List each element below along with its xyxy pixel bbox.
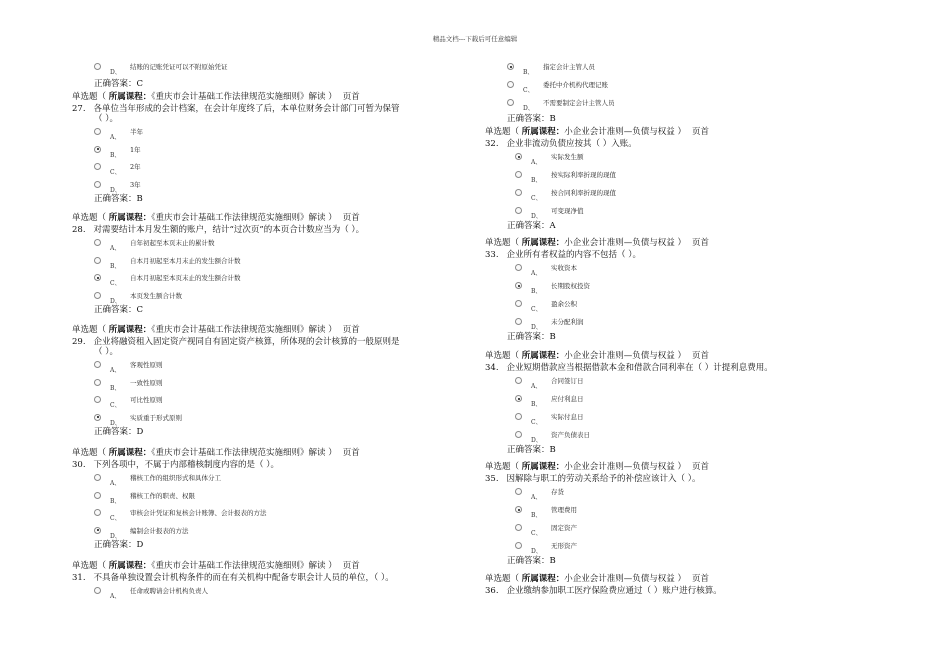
course-label: 所属课程： [521,127,565,137]
option-text: 可比性原则 [130,396,163,404]
option-text: 客观性原则 [130,361,163,369]
correct-answer: 正确答案：B [507,445,556,455]
option-text: 存货 [551,488,564,496]
radio-button[interactable] [94,587,101,594]
option-text: 编制会计报表的方法 [130,526,189,535]
question-header [485,574,709,584]
radio-button[interactable] [515,431,522,438]
correct-answer: 正确答案：A [507,221,556,231]
option-text: 委托中介机构代理记账 [543,81,608,89]
option-text: 实质重于形式原则 [130,413,182,422]
option-letter: D、 [531,548,542,555]
question-header [72,561,360,571]
course-label: 所属课程： [521,574,565,584]
question-type: 单选题 [72,213,98,223]
option-letter: D、 [110,419,121,427]
option-text: 未分配利润 [551,318,584,326]
question-text [72,573,394,583]
option-text: 管理费用 [551,506,577,514]
question-number: 33. [485,250,499,260]
radio-button[interactable] [507,81,514,88]
question-type: 单选题 [72,92,98,102]
question-text [485,586,722,596]
home-link[interactable]: 页首 [691,574,709,584]
correct-answer: 正确答案：B [507,114,556,124]
question-text [72,104,400,114]
course-label: 所属课程： [108,92,152,102]
question-body: 各单位当年形成的会计档案，在会计年度终了后，本单位财务会计部门可暂为保管 [93,104,400,114]
option-text: 固定资产 [551,524,577,532]
option-text: 实际发生额 [551,153,584,161]
radio-button[interactable] [515,264,522,271]
radio-button[interactable] [94,509,101,516]
correct-answer: 正确答案：D [94,427,144,437]
radio-button[interactable] [515,282,522,289]
paren: （ [510,238,522,248]
option-letter: B、 [531,288,542,295]
course-label: 所属课程： [108,561,152,571]
paren: （ [510,574,522,584]
radio-button[interactable] [94,414,101,421]
question-text-cont: （ ）。 [94,347,118,357]
question-number: 35. [485,474,499,484]
radio-button[interactable] [94,396,101,403]
radio-button[interactable] [94,527,101,534]
option-letter: A、 [531,159,542,166]
paren: （ [510,351,522,361]
question-text [485,474,701,484]
option-letter: A、 [110,480,121,487]
option-text: 可变现净值 [551,207,584,215]
home-link[interactable]: 页首 [691,462,709,472]
radio-button[interactable] [515,377,522,384]
course-name: 小企业会计准则—负债与权益 ） [564,238,686,248]
question-body: 不具备单独设置会计机构条件的而在有关机构中配备专职会计人员的单位，（ ）。 [93,573,394,583]
question-body: 因解除与职工的劳动关系给予的补偿应该计入（ ）。 [506,474,701,484]
question-number: 32. [485,139,499,149]
question-header [72,213,360,223]
option-letter: A、 [110,593,121,600]
paren: （ [97,325,109,335]
option-text: 2年 [130,163,141,171]
option-letter: C、 [531,530,542,537]
radio-button[interactable] [515,207,522,214]
question-body: 下列各项中，不属于内部稽核制度内容的是（ ）。 [93,460,279,470]
option-letter: A、 [110,134,121,141]
option-letter: B、 [531,401,542,408]
option-text: 结账的记账凭证可以不附原始凭证 [130,63,228,71]
home-link[interactable]: 页首 [691,127,709,137]
radio-button[interactable] [94,292,101,299]
radio-button[interactable] [94,63,101,70]
option-letter: B、 [110,262,121,270]
radio-button[interactable] [515,413,522,420]
question-type: 单选题 [72,561,98,571]
question-body: 企业缴纳参加职工医疗保险费应通过（ ）账户进行核算。 [506,586,722,596]
option-letter: D、 [110,69,121,76]
course-label: 所属课程： [521,238,565,248]
option-letter: D、 [531,437,542,444]
option-text: 实际付息日 [551,413,584,421]
question-header [72,448,360,458]
question-body: 企业将融资租入固定资产视同自有固定资产核算，所体现的会计核算的一般原则是 [93,337,400,347]
correct-answer: 正确答案：B [507,332,556,342]
home-link[interactable]: 页首 [342,213,360,223]
option-letter: A、 [110,245,121,252]
radio-button[interactable] [94,492,101,499]
paren: （ [510,127,522,137]
option-letter: C、 [110,169,121,176]
option-text: 无形资产 [551,542,577,550]
option-text: 3年 [130,180,141,189]
question-text [485,363,773,373]
question-number: 29. [72,337,86,347]
option-letter: B、 [110,151,121,159]
radio-button[interactable] [515,171,522,178]
option-text: 实收资本 [551,264,577,272]
option-text: 一致性原则 [130,378,163,387]
option-text: 长期股权投资 [551,282,590,290]
radio-button[interactable] [507,99,514,106]
question-header [485,127,709,137]
option-letter: B、 [110,384,121,392]
option-letter: D、 [531,213,542,220]
paren: （ [97,213,109,223]
course-name: 《重庆市会计基础工作法律规范实施细则》解读 ） [151,448,337,458]
radio-button[interactable] [94,361,101,368]
question-header [72,92,360,102]
option-text: 应付利息日 [551,395,584,403]
question-header [72,325,360,335]
option-text: 本页发生额合计数 [130,291,182,300]
option-text: 按实际利率折现的现值 [551,171,616,179]
course-name: 小企业会计准则—负债与权益 ） [564,127,686,137]
question-text [72,337,400,347]
question-header [485,238,709,248]
correct-answer: 正确答案：C [94,79,144,89]
option-text: 不需要制定会计主管人员 [543,99,615,107]
radio-button[interactable] [507,63,514,70]
correct-answer: 正确答案：D [94,540,144,550]
option-text: 1年 [130,145,141,154]
course-name: 《重庆市会计基础工作法律规范实施细则》解读 ） [151,213,337,223]
option-letter: B、 [523,69,534,76]
option-letter: C、 [110,280,121,287]
radio-button[interactable] [515,524,522,531]
radio-button[interactable] [515,300,522,307]
question-text-cont: （ ）。 [94,114,118,124]
question-body: 对需要结计本月发生额的账户，结计“过次页”的本页合计数应当为（ ）。 [93,225,365,235]
question-body: 企业短期借款应当根据借款本金和借款合同利率在（ ）计提利息费用。 [506,363,773,373]
option-text: 资产负债表日 [551,431,590,439]
option-letter: C、 [110,402,121,409]
option-text: 稽核工作的组织形式和具体分工 [130,474,221,482]
option-letter: D、 [110,297,121,305]
option-letter: C、 [523,87,534,94]
question-number: 31. [72,573,86,583]
question-body: 企业非流动负债应按其（ ）入账。 [506,139,637,149]
question-text [72,460,279,470]
home-link[interactable]: 页首 [691,351,709,361]
question-type: 单选题 [72,325,98,335]
option-text: 半年 [130,128,143,136]
question-type: 单选题 [485,127,511,137]
option-letter: D、 [110,186,121,194]
paren: （ [97,92,109,102]
option-letter: A、 [531,270,542,277]
option-letter: B、 [531,512,542,519]
radio-button[interactable] [94,239,101,246]
radio-button[interactable] [94,163,101,170]
question-number: 34. [485,363,499,373]
option-letter: C、 [531,419,542,426]
page-header: 精品文档---下载后可任意编辑 [432,35,518,43]
question-type: 单选题 [485,351,511,361]
option-letter: A、 [531,494,542,501]
paren: （ [510,462,522,472]
question-number: 30. [72,460,86,470]
paren: （ [97,561,109,571]
course-label: 所属课程： [521,462,565,472]
radio-button[interactable] [515,395,522,402]
course-label: 所属课程： [108,325,152,335]
radio-button[interactable] [515,506,522,513]
option-text: 盈余公积 [551,300,577,308]
option-letter: C、 [110,515,121,522]
question-type: 单选题 [485,462,511,472]
paren: （ [97,448,109,458]
option-text: 合同签订日 [551,377,584,385]
option-letter: D、 [110,532,121,540]
radio-button[interactable] [94,146,101,153]
course-name: 小企业会计准则—负债与权益 ） [564,574,686,584]
option-text: 按合同利率折现的现值 [551,189,616,197]
home-link[interactable]: 页首 [342,92,360,102]
question-text [485,139,637,149]
question-type: 单选题 [72,448,98,458]
option-text: 稽核工作的职责、权限 [130,491,195,500]
question-body: 企业所有者权益的内容不包括（ ）。 [506,250,641,260]
option-letter: B、 [110,497,121,505]
home-link[interactable]: 页首 [691,238,709,248]
radio-button[interactable] [515,318,522,325]
course-name: 《重庆市会计基础工作法律规范实施细则》解读 ） [151,561,337,571]
question-header [485,462,709,472]
course-label: 所属课程： [521,351,565,361]
question-number: 28. [72,225,86,235]
option-letter: C、 [531,306,542,313]
question-type: 单选题 [485,574,511,584]
course-label: 所属课程： [108,213,152,223]
option-letter: B、 [531,177,542,184]
correct-answer: 正确答案：B [94,194,143,204]
option-text: 审核会计凭证和复核会计账簿、会计报表的方法 [130,509,267,517]
option-letter: A、 [531,383,542,390]
radio-button[interactable] [515,153,522,160]
question-header [485,351,709,361]
question-text [72,225,364,235]
correct-answer: 正确答案：B [507,556,556,566]
course-label: 所属课程： [108,448,152,458]
radio-button[interactable] [94,379,101,386]
radio-button[interactable] [94,474,101,481]
question-type: 单选题 [485,238,511,248]
course-name: 《重庆市会计基础工作法律规范实施细则》解读 ） [151,92,337,102]
home-link[interactable]: 页首 [342,561,360,571]
radio-button[interactable] [515,189,522,196]
option-text: 自年初起至本页末止的累计数 [130,239,215,247]
option-text: 自本月初起至本月末止的发生额合计数 [130,256,241,265]
question-text [485,250,641,260]
course-name: 小企业会计准则—负债与权益 ） [564,462,686,472]
option-letter: A、 [110,367,121,374]
correct-answer: 正确答案：C [94,305,144,315]
radio-button[interactable] [515,542,522,549]
radio-button[interactable] [94,181,101,188]
radio-button[interactable] [94,274,101,281]
option-letter: C、 [531,195,542,202]
course-name: 小企业会计准则—负债与权益 ） [564,351,686,361]
option-text: 任命或聘请会计机构负责人 [130,587,208,595]
question-number: 27. [72,104,86,114]
radio-button[interactable] [94,257,101,264]
home-link[interactable]: 页首 [342,448,360,458]
radio-button[interactable] [94,128,101,135]
option-letter: D、 [523,105,534,112]
option-text: 自本月初起至本页末止的发生额合计数 [130,274,241,282]
home-link[interactable]: 页首 [342,325,360,335]
option-letter: D、 [531,324,542,331]
option-text: 指定会计主管人员 [543,63,595,71]
radio-button[interactable] [515,488,522,495]
question-number: 36. [485,586,499,596]
course-name: 《重庆市会计基础工作法律规范实施细则》解读 ） [151,325,337,335]
